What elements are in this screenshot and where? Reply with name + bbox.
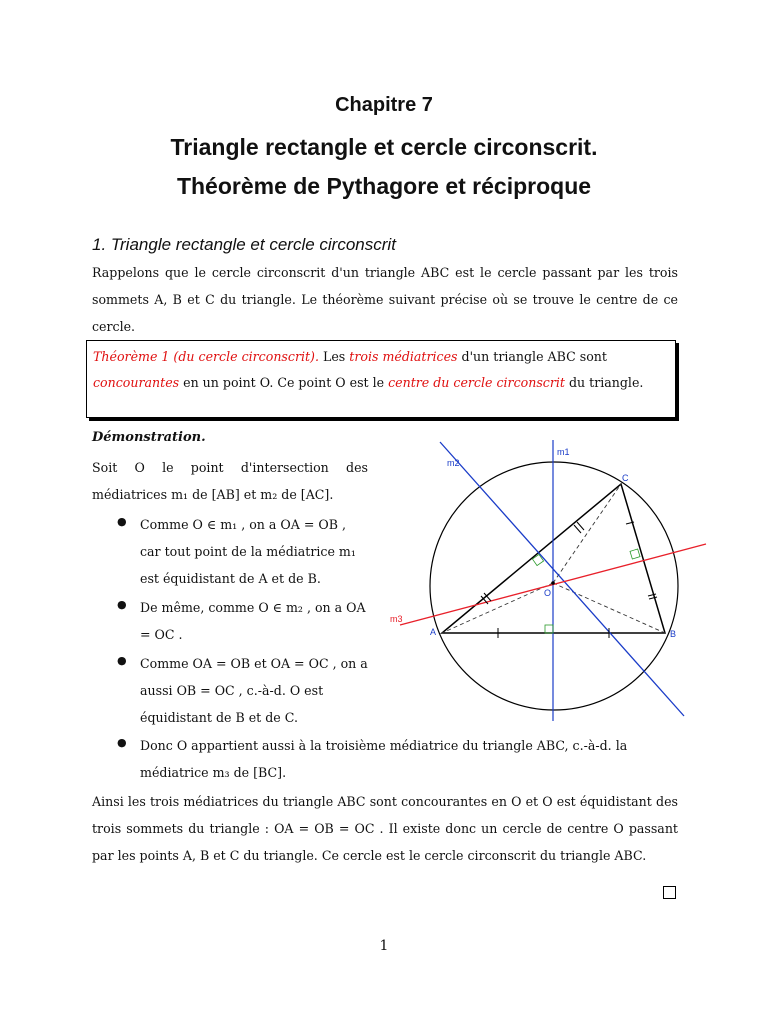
demonstration-intro: Soit O le point d'intersection des médiatrices m₁ de [AB] et m₂ de [AC]. — [92, 460, 368, 502]
bullet-3: Comme OA = OB et OA = OC , on a aussi OB = OC , c.-à-d. O est équidistant de B et de C. — [140, 656, 368, 725]
bullet-dot-2: ● — [117, 598, 127, 611]
theorem-label: Théorème 1 (du cercle circonscrit). — [93, 349, 319, 364]
circumcircle-figure — [378, 436, 708, 721]
point-o — [551, 581, 555, 585]
right-angle-ab — [545, 625, 553, 633]
title-line-1: Triangle rectangle et cercle circonscrit. — [170, 134, 598, 160]
theorem-concourantes: concourantes — [93, 375, 180, 390]
label-b: B — [670, 629, 677, 639]
theorem-mediatrices: trois médiatrices — [349, 349, 458, 364]
theorem-text-1: Les — [318, 349, 350, 364]
label-c: C — [622, 473, 629, 483]
chapter-heading: Chapitre 7 — [335, 94, 433, 116]
label-m2: m2 — [447, 458, 460, 468]
bullet-1: Comme O ∈ m₁ , on a OA = OB , car tout point de la médiatrice m₁ est équidistant de A et de B. — [140, 517, 356, 586]
right-angle-bc — [630, 549, 640, 559]
label-o: O — [544, 588, 552, 598]
theorem-box — [86, 340, 676, 418]
demonstration-title: Démonstration. — [92, 430, 206, 445]
label-m3: m3 — [390, 614, 403, 624]
bullet-dot-4: ● — [117, 736, 127, 749]
theorem-text-4: du triangle. — [564, 375, 644, 390]
theorem-centre: centre du cercle circonscrit — [388, 375, 565, 390]
title-line-2: Théorème de Pythagore et réciproque — [176, 173, 592, 199]
circumcircle — [430, 462, 678, 710]
mediatrice-m2 — [440, 442, 684, 716]
bullet-dot-3: ● — [117, 654, 127, 667]
intro-paragraph: Rappelons que le cercle circonscrit d'un triangle ABC est le cercle passant par les trois sommets A, B et C du triangle. Le théorème suivant précise où se trouve le centre de ce cercle. — [92, 265, 678, 334]
section-heading: 1. Triangle rectangle et cercle circonscrit — [92, 235, 396, 254]
bullet-2: De même, comme O ∈ m₂ , on a OA = OC . — [140, 600, 366, 642]
bullet-dot-1: ● — [117, 515, 127, 528]
bullet-4: Donc O appartient aussi à la troisième médiatrice du triangle ABC, c.-à-d. la médiatrice m₃ de [BC]. — [140, 738, 628, 780]
qed-square-icon — [663, 886, 676, 899]
theorem-text-3: en un point O. Ce point O est le — [179, 375, 389, 390]
page-number: 1 — [379, 938, 389, 954]
theorem-text-2: d'un triangle ABC sont — [457, 349, 607, 364]
label-a: A — [430, 627, 437, 637]
label-m1: m1 — [557, 447, 570, 457]
conclusion-paragraph: Ainsi les trois médiatrices du triangle ABC sont concourantes en O et O est équidistant des trois sommets du triangle : OA = OB = OC . Il existe donc un cercle de centre O passant par les points A, B et C du triangle. Ce cercle est le cercle circonscrit du triangle ABC. — [92, 794, 678, 863]
